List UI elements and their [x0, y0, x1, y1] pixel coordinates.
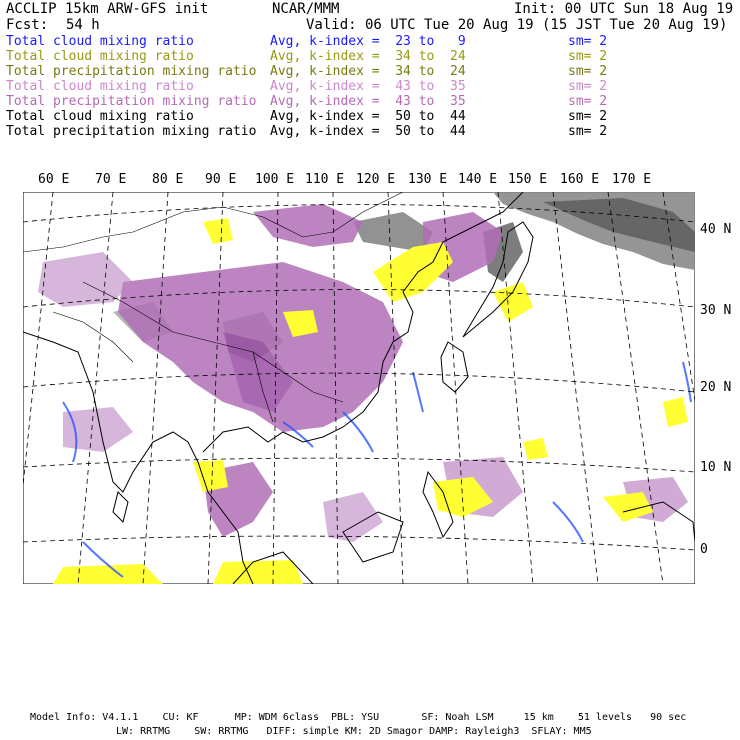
latitude-label: 0 — [700, 542, 708, 557]
legend-k-index: Avg, k-index = 23 to 9 — [270, 34, 466, 49]
longitude-label: 90 E — [205, 172, 237, 187]
footer-model-info-line2: LW: RRTMG SW: RRTMG DIFF: simple KM: 2D Smagor DAMP: Rayleigh3 SFLAY: MM5 — [116, 726, 592, 737]
legend-field-label: Total cloud mixing ratio — [6, 34, 194, 49]
init-time: Init: 00 UTC Sun 18 Aug 19 — [514, 1, 734, 17]
legend-smoothing: sm= 2 — [568, 94, 608, 109]
legend-field-label: Total cloud mixing ratio — [6, 49, 194, 64]
legend-field-label: Total precipitation mixing ratio — [6, 64, 257, 79]
longitude-label: 60 E — [38, 172, 70, 187]
longitude-label: 160 E — [560, 172, 600, 187]
legend-smoothing: sm= 2 — [568, 34, 608, 49]
longitude-label: 170 E — [612, 172, 652, 187]
legend-row — [0, 124, 740, 139]
longitude-label: 80 E — [152, 172, 184, 187]
forecast-hours: 54 h — [66, 17, 100, 33]
legend-k-index: Avg, k-index = 43 to 35 — [270, 94, 466, 109]
forecast-label: Fcst: — [6, 17, 49, 33]
legend-row — [0, 79, 740, 94]
legend-smoothing: sm= 2 — [568, 79, 608, 94]
legend-field-label: Total precipitation mixing ratio — [6, 94, 257, 109]
legend-k-index: Avg, k-index = 34 to 24 — [270, 49, 466, 64]
legend-k-index: Avg, k-index = 50 to 44 — [270, 124, 466, 139]
legend-k-index: Avg, k-index = 34 to 24 — [270, 64, 466, 79]
legend-field-label: Total cloud mixing ratio — [6, 79, 194, 94]
legend-smoothing: sm= 2 — [568, 124, 608, 139]
legend-k-index: Avg, k-index = 43 to 35 — [270, 79, 466, 94]
longitude-label: 120 E — [356, 172, 396, 187]
legend-smoothing: sm= 2 — [568, 64, 608, 79]
longitude-label: 140 E — [458, 172, 498, 187]
longitude-label: 100 E — [255, 172, 295, 187]
title-left: ACCLIP 15km ARW-GFS init — [6, 1, 209, 17]
longitude-label: 130 E — [408, 172, 448, 187]
legend-smoothing: sm= 2 — [568, 49, 608, 64]
longitude-label: 70 E — [95, 172, 127, 187]
latitude-label: 30 N — [700, 303, 732, 318]
longitude-label: 150 E — [508, 172, 548, 187]
legend-k-index: Avg, k-index = 50 to 44 — [270, 109, 466, 124]
legend-row — [0, 49, 740, 64]
legend-field-label: Total cloud mixing ratio — [6, 109, 194, 124]
latitude-label: 20 N — [700, 380, 732, 395]
title-center: NCAR/MMM — [272, 1, 340, 17]
legend-row — [0, 94, 740, 109]
legend-row — [0, 34, 740, 49]
footer-model-info-line1: Model Info: V4.1.1 CU: KF MP: WDM 6class PBL: YSU SF: Noah LSM 15 km 51 levels 90 sec — [30, 712, 687, 723]
legend-smoothing: sm= 2 — [568, 109, 608, 124]
longitude-label: 110 E — [305, 172, 345, 187]
legend-row — [0, 64, 740, 79]
latitude-label: 10 N — [700, 460, 732, 475]
latitude-label: 40 N — [700, 222, 732, 237]
valid-time: Valid: 06 UTC Tue 20 Aug 19 (15 JST Tue 20 Aug 19) — [306, 17, 728, 33]
legend-field-label: Total precipitation mixing ratio — [6, 124, 257, 139]
map-panel — [23, 192, 695, 584]
legend-row — [0, 109, 740, 124]
